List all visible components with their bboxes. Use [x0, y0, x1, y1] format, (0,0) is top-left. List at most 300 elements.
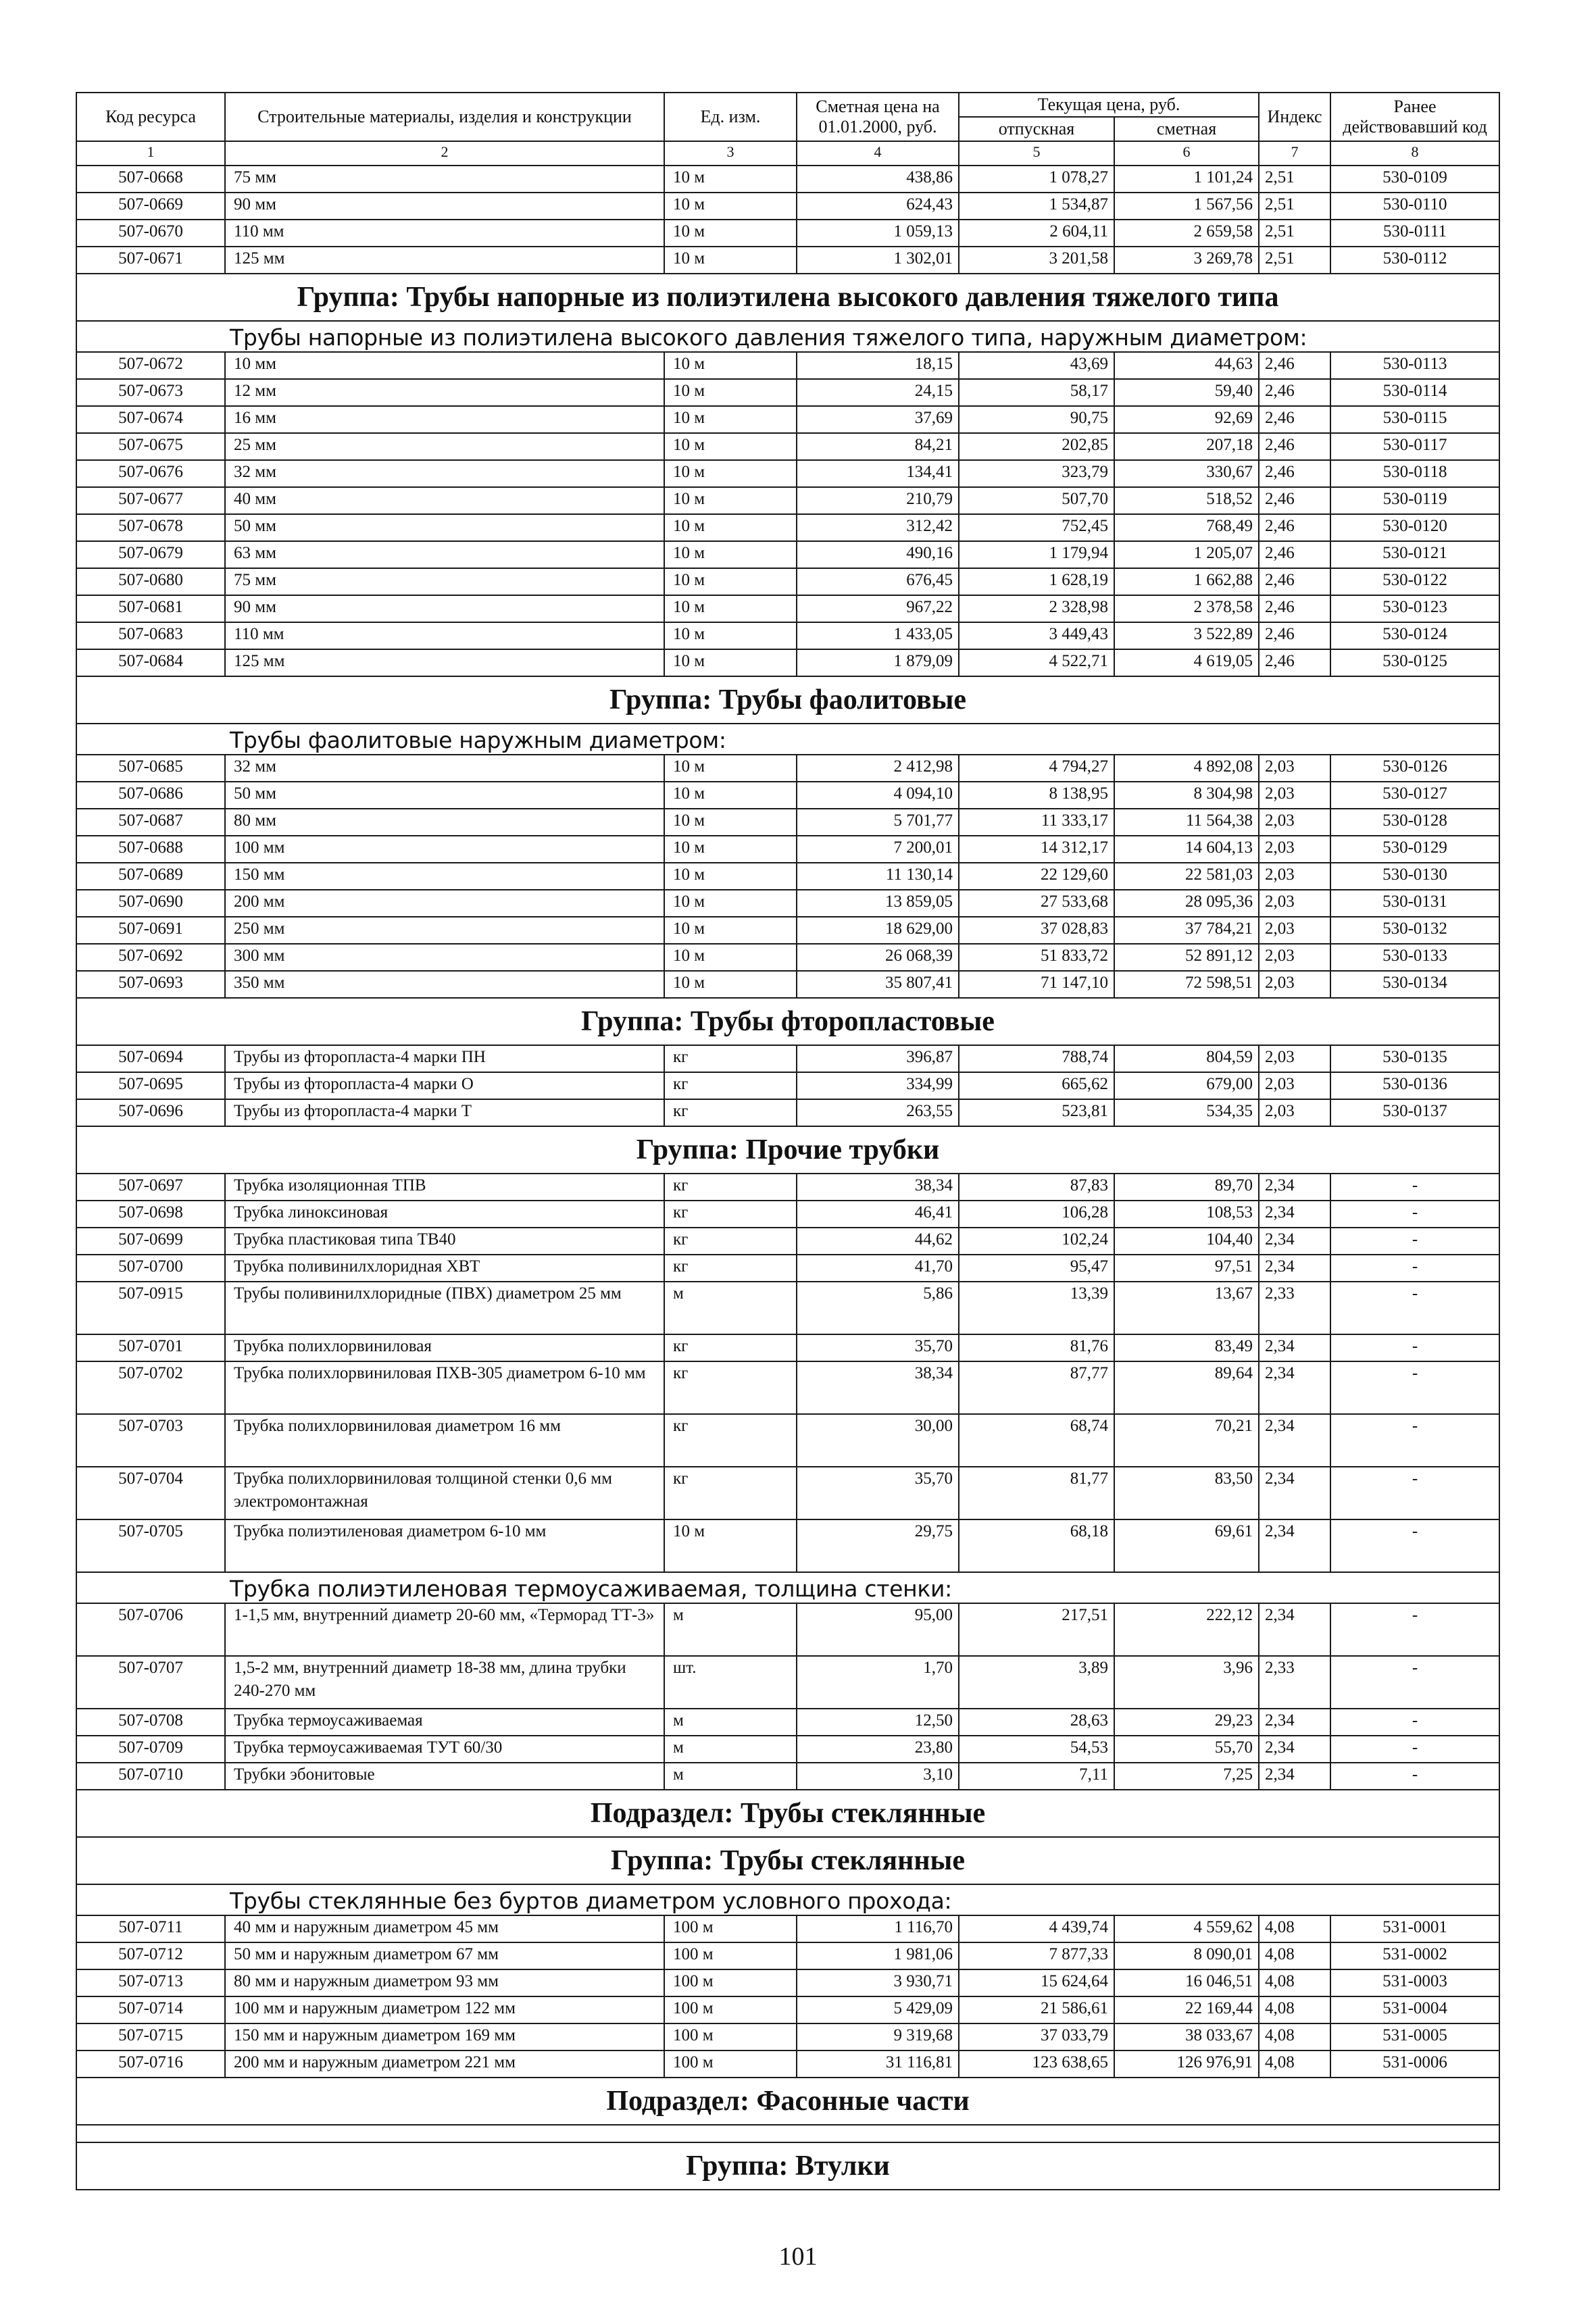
unit: 10 м [664, 863, 797, 890]
estimate-price: 18 629,00 [797, 917, 959, 944]
price-index: 2,03 [1259, 809, 1330, 836]
current-estimate-price: 1 101,24 [1114, 166, 1259, 193]
material-name: Трубка термоусаживаемая [225, 1709, 664, 1736]
material-name: 32 мм [225, 460, 664, 487]
column-number: 5 [959, 141, 1114, 166]
material-name: Трубки эбонитовые [225, 1763, 664, 1790]
current-estimate-price: 44,63 [1114, 352, 1259, 379]
estimate-price: 41,70 [797, 1255, 959, 1282]
price-index: 2,34 [1259, 1603, 1330, 1656]
column-number-row [76, 141, 1499, 166]
price-index: 2,03 [1259, 944, 1330, 971]
unit: 10 м [664, 460, 797, 487]
previous-code: 530-0122 [1330, 568, 1499, 595]
material-name: Трубка линоксиновая [225, 1201, 664, 1228]
current-estimate-price: 222,12 [1114, 1603, 1259, 1656]
previous-code: 530-0130 [1330, 863, 1499, 890]
estimate-price: 967,22 [797, 595, 959, 622]
unit: 100 м [664, 1996, 797, 2023]
price-index: 2,46 [1259, 514, 1330, 541]
resource-code: 507-0686 [76, 782, 225, 809]
document-page [76, 92, 1499, 2190]
material-name: 125 мм [225, 649, 664, 676]
table-row [76, 755, 1499, 782]
current-estimate-price: 3 522,89 [1114, 622, 1259, 649]
previous-code: 530-0124 [1330, 622, 1499, 649]
estimate-price: 18,15 [797, 352, 959, 379]
unit: 10 м [664, 514, 797, 541]
resource-code: 507-0692 [76, 944, 225, 971]
estimate-price: 1 433,05 [797, 622, 959, 649]
price-index: 2,46 [1259, 352, 1330, 379]
resource-code: 507-0713 [76, 1969, 225, 1996]
material-name: 250 мм [225, 917, 664, 944]
current-estimate-price: 70,21 [1114, 1414, 1259, 1467]
sale-price: 2 328,98 [959, 595, 1114, 622]
price-index: 2,51 [1259, 166, 1330, 193]
current-estimate-price: 13,67 [1114, 1282, 1259, 1334]
table-row [76, 1969, 1499, 1996]
sale-price: 217,51 [959, 1603, 1114, 1656]
table-row [76, 2051, 1499, 2078]
previous-code: 530-0112 [1330, 247, 1499, 274]
unit: 10 м [664, 1519, 797, 1572]
subgroup-heading-row [76, 321, 1499, 352]
resource-code: 507-0696 [76, 1099, 225, 1126]
sale-price: 102,24 [959, 1228, 1114, 1255]
material-name: 100 мм [225, 836, 664, 863]
price-index: 2,03 [1259, 1072, 1330, 1099]
estimate-price: 23,80 [797, 1736, 959, 1763]
column-number: 8 [1330, 141, 1499, 166]
current-estimate-price: 37 784,21 [1114, 917, 1259, 944]
estimate-price: 5 429,09 [797, 1996, 959, 2023]
current-estimate-price: 1 205,07 [1114, 541, 1259, 568]
material-name: 50 мм [225, 514, 664, 541]
price-index: 2,03 [1259, 971, 1330, 998]
sale-price: 3,89 [959, 1656, 1114, 1709]
previous-code: 530-0110 [1330, 193, 1499, 220]
sale-price: 27 533,68 [959, 890, 1114, 917]
resource-code: 507-0706 [76, 1603, 225, 1656]
estimate-price: 3 930,71 [797, 1969, 959, 1996]
material-name: 32 мм [225, 755, 664, 782]
group-heading: Группа: Втулки [76, 2142, 1499, 2190]
sale-price: 68,74 [959, 1414, 1114, 1467]
material-name: 125 мм [225, 247, 664, 274]
material-name: 350 мм [225, 971, 664, 998]
sale-price: 81,76 [959, 1334, 1114, 1361]
resource-code: 507-0687 [76, 809, 225, 836]
unit: 10 м [664, 247, 797, 274]
current-estimate-price: 8 304,98 [1114, 782, 1259, 809]
table-row [76, 1763, 1499, 1790]
header-current-sale: отпускная [959, 117, 1114, 141]
group-heading-row [76, 2078, 1499, 2125]
current-estimate-price: 679,00 [1114, 1072, 1259, 1099]
resource-code: 507-0683 [76, 622, 225, 649]
estimate-price: 29,75 [797, 1519, 959, 1572]
material-name: Трубы из фторопласта-4 марки ПН [225, 1045, 664, 1072]
resource-code: 507-0714 [76, 1996, 225, 2023]
material-name: Трубы поливинилхлоридные (ПВХ) диаметром 25 мм [225, 1282, 664, 1334]
material-name: 300 мм [225, 944, 664, 971]
group-heading: Группа: Трубы напорные из полиэтилена высокого давления тяжелого типа [76, 274, 1499, 321]
sale-price: 1 534,87 [959, 193, 1114, 220]
estimate-price: 9 319,68 [797, 2023, 959, 2051]
unit: м [664, 1763, 797, 1790]
resource-code: 507-0672 [76, 352, 225, 379]
previous-code: - [1330, 1255, 1499, 1282]
table-row [76, 514, 1499, 541]
estimate-price: 35 807,41 [797, 971, 959, 998]
unit: кг [664, 1414, 797, 1467]
sale-price: 81,77 [959, 1467, 1114, 1519]
previous-code: - [1330, 1467, 1499, 1519]
subgroup-heading: Трубка полиэтиленовая термоусаживаемая, толщина стенки: [76, 1572, 1499, 1603]
current-estimate-price: 52 891,12 [1114, 944, 1259, 971]
estimate-price: 24,15 [797, 379, 959, 406]
estimate-price: 676,45 [797, 568, 959, 595]
sale-price: 752,45 [959, 514, 1114, 541]
table-row [76, 1282, 1499, 1334]
estimate-price: 1 879,09 [797, 649, 959, 676]
table-row [76, 1201, 1499, 1228]
sale-price: 1 628,19 [959, 568, 1114, 595]
sale-price: 323,79 [959, 460, 1114, 487]
unit: 10 м [664, 433, 797, 460]
previous-code: 530-0127 [1330, 782, 1499, 809]
unit: кг [664, 1099, 797, 1126]
sale-price: 507,70 [959, 487, 1114, 514]
unit: 10 м [664, 622, 797, 649]
price-index: 2,34 [1259, 1736, 1330, 1763]
material-name: Трубы из фторопласта-4 марки О [225, 1072, 664, 1099]
current-estimate-price: 83,49 [1114, 1334, 1259, 1361]
previous-code: - [1330, 1709, 1499, 1736]
sale-price: 788,74 [959, 1045, 1114, 1072]
group-heading: Группа: Трубы стеклянные [76, 1837, 1499, 1884]
sale-price: 4 522,71 [959, 649, 1114, 676]
unit: 10 м [664, 836, 797, 863]
sale-price: 8 138,95 [959, 782, 1114, 809]
current-estimate-price: 92,69 [1114, 406, 1259, 433]
price-index: 2,34 [1259, 1334, 1330, 1361]
resource-code: 507-0673 [76, 379, 225, 406]
sale-price: 68,18 [959, 1519, 1114, 1572]
header-previous-code: Ранее действовавший код [1330, 93, 1499, 141]
sale-price: 3 449,43 [959, 622, 1114, 649]
price-index: 2,34 [1259, 1763, 1330, 1790]
estimate-price: 210,79 [797, 487, 959, 514]
table-row [76, 541, 1499, 568]
sale-price: 13,39 [959, 1282, 1114, 1334]
material-name: 50 мм и наружным диаметром 67 мм [225, 1942, 664, 1969]
estimate-price: 5,86 [797, 1282, 959, 1334]
previous-code: 531-0004 [1330, 1996, 1499, 2023]
resource-code: 507-0708 [76, 1709, 225, 1736]
current-estimate-price: 2 659,58 [1114, 220, 1259, 247]
material-name: Трубка полихлорвиниловая ПХВ-305 диаметром 6-10 мм [225, 1361, 664, 1414]
price-index: 2,03 [1259, 755, 1330, 782]
table-row [76, 971, 1499, 998]
sale-price: 7,11 [959, 1763, 1114, 1790]
group-heading-row [76, 1126, 1499, 1174]
resource-code: 507-0702 [76, 1361, 225, 1414]
material-name: 110 мм [225, 622, 664, 649]
table-row [76, 863, 1499, 890]
unit: 10 м [664, 971, 797, 998]
previous-code: - [1330, 1603, 1499, 1656]
sale-price: 58,17 [959, 379, 1114, 406]
unit: 10 м [664, 352, 797, 379]
sale-price: 51 833,72 [959, 944, 1114, 971]
table-row [76, 1361, 1499, 1414]
table-row [76, 1334, 1499, 1361]
table-row [76, 247, 1499, 274]
resource-code: 507-0680 [76, 568, 225, 595]
unit: 10 м [664, 755, 797, 782]
column-number: 3 [664, 141, 797, 166]
current-estimate-price: 4 619,05 [1114, 649, 1259, 676]
table-row [76, 406, 1499, 433]
table-body [76, 166, 1499, 2190]
previous-code: 530-0111 [1330, 220, 1499, 247]
price-index: 2,03 [1259, 836, 1330, 863]
estimate-price: 1,70 [797, 1656, 959, 1709]
sale-price: 11 333,17 [959, 809, 1114, 836]
sale-price: 4 439,74 [959, 1915, 1114, 1942]
estimate-price: 624,43 [797, 193, 959, 220]
table-header [76, 93, 1499, 166]
previous-code: 530-0129 [1330, 836, 1499, 863]
table-row [76, 944, 1499, 971]
unit: 10 м [664, 220, 797, 247]
previous-code: 531-0001 [1330, 1915, 1499, 1942]
column-number: 4 [797, 141, 959, 166]
resource-code: 507-0699 [76, 1228, 225, 1255]
unit: кг [664, 1255, 797, 1282]
table-row [76, 166, 1499, 193]
price-index: 2,34 [1259, 1467, 1330, 1519]
material-name: Трубка полихлорвиниловая толщиной стенки 0,6 мм электромонтажная [225, 1467, 664, 1519]
price-index: 2,34 [1259, 1174, 1330, 1201]
estimate-price: 46,41 [797, 1201, 959, 1228]
resource-code: 507-0700 [76, 1255, 225, 1282]
previous-code: - [1330, 1334, 1499, 1361]
resource-code: 507-0668 [76, 166, 225, 193]
spacer-cell [76, 2125, 1499, 2142]
unit: 10 м [664, 890, 797, 917]
current-estimate-price: 89,64 [1114, 1361, 1259, 1414]
sale-price: 71 147,10 [959, 971, 1114, 998]
sale-price: 123 638,65 [959, 2051, 1114, 2078]
price-index: 2,34 [1259, 1228, 1330, 1255]
sale-price: 37 028,83 [959, 917, 1114, 944]
material-name: 200 мм и наружным диаметром 221 мм [225, 2051, 664, 2078]
price-index: 2,34 [1259, 1255, 1330, 1282]
current-estimate-price: 108,53 [1114, 1201, 1259, 1228]
resource-code: 507-0703 [76, 1414, 225, 1467]
group-heading-row [76, 998, 1499, 1045]
group-heading-row [76, 1837, 1499, 1884]
price-index: 2,03 [1259, 782, 1330, 809]
price-index: 2,34 [1259, 1361, 1330, 1414]
material-name: 40 мм [225, 487, 664, 514]
material-name: 75 мм [225, 166, 664, 193]
price-index: 2,51 [1259, 220, 1330, 247]
resource-code: 507-0685 [76, 755, 225, 782]
sale-price: 87,83 [959, 1174, 1114, 1201]
group-heading-row [76, 676, 1499, 724]
group-heading: Подраздел: Фасонные части [76, 2078, 1499, 2125]
sale-price: 7 877,33 [959, 1942, 1114, 1969]
previous-code: - [1330, 1174, 1499, 1201]
unit: кг [664, 1045, 797, 1072]
resource-code: 507-0689 [76, 863, 225, 890]
current-estimate-price: 97,51 [1114, 1255, 1259, 1282]
price-index: 2,46 [1259, 487, 1330, 514]
estimate-price: 37,69 [797, 406, 959, 433]
previous-code: - [1330, 1282, 1499, 1334]
material-name: 75 мм [225, 568, 664, 595]
estimate-price: 312,42 [797, 514, 959, 541]
resource-code: 507-0711 [76, 1915, 225, 1942]
unit: 10 м [664, 917, 797, 944]
previous-code: 530-0128 [1330, 809, 1499, 836]
table-row [76, 1072, 1499, 1099]
table-row [76, 433, 1499, 460]
table-row [76, 460, 1499, 487]
estimate-price: 95,00 [797, 1603, 959, 1656]
current-estimate-price: 14 604,13 [1114, 836, 1259, 863]
resource-code: 507-0671 [76, 247, 225, 274]
previous-code: 530-0125 [1330, 649, 1499, 676]
material-name: Трубы из фторопласта-4 марки Т [225, 1099, 664, 1126]
sale-price: 15 624,64 [959, 1969, 1114, 1996]
estimate-price: 3,10 [797, 1763, 959, 1790]
price-index: 4,08 [1259, 1915, 1330, 1942]
material-name: 25 мм [225, 433, 664, 460]
header-estimate-price: Сметная цена на 01.01.2000, руб. [797, 93, 959, 141]
price-index: 2,46 [1259, 406, 1330, 433]
estimate-price: 490,16 [797, 541, 959, 568]
current-estimate-price: 4 559,62 [1114, 1915, 1259, 1942]
current-estimate-price: 83,50 [1114, 1467, 1259, 1519]
material-name: Трубка изоляционная ТПВ [225, 1174, 664, 1201]
unit: 100 м [664, 1915, 797, 1942]
material-name: Трубка полихлорвиниловая диаметром 16 мм [225, 1414, 664, 1467]
current-estimate-price: 69,61 [1114, 1519, 1259, 1572]
unit: 100 м [664, 2023, 797, 2051]
estimate-price: 30,00 [797, 1414, 959, 1467]
sale-price: 87,77 [959, 1361, 1114, 1414]
resource-code: 507-0705 [76, 1519, 225, 1572]
resource-code: 507-0704 [76, 1467, 225, 1519]
estimate-price: 4 094,10 [797, 782, 959, 809]
unit: кг [664, 1072, 797, 1099]
group-heading-row [76, 274, 1499, 321]
group-heading-row [76, 2142, 1499, 2190]
price-index: 4,08 [1259, 1942, 1330, 1969]
resource-code: 507-0676 [76, 460, 225, 487]
resource-code: 507-0670 [76, 220, 225, 247]
price-index: 2,46 [1259, 622, 1330, 649]
table-row [76, 1942, 1499, 1969]
current-estimate-price: 22 581,03 [1114, 863, 1259, 890]
unit: кг [664, 1467, 797, 1519]
previous-code: 530-0121 [1330, 541, 1499, 568]
resource-code: 507-0679 [76, 541, 225, 568]
current-estimate-price: 3,96 [1114, 1656, 1259, 1709]
table-row [76, 1709, 1499, 1736]
estimate-price: 38,34 [797, 1174, 959, 1201]
estimate-price: 35,70 [797, 1334, 959, 1361]
group-heading: Группа: Трубы фаолитовые [76, 676, 1499, 724]
table-row [76, 1174, 1499, 1201]
price-index: 2,46 [1259, 460, 1330, 487]
resource-code: 507-0915 [76, 1282, 225, 1334]
resource-code: 507-0697 [76, 1174, 225, 1201]
table-row [76, 649, 1499, 676]
table-row [76, 1414, 1499, 1467]
sale-price: 2 604,11 [959, 220, 1114, 247]
previous-code: 530-0117 [1330, 433, 1499, 460]
sale-price: 43,69 [959, 352, 1114, 379]
material-name: 80 мм [225, 809, 664, 836]
resource-code: 507-0690 [76, 890, 225, 917]
table-row [76, 1228, 1499, 1255]
estimate-price: 26 068,39 [797, 944, 959, 971]
spacer-row [76, 2125, 1499, 2142]
resource-code: 507-0675 [76, 433, 225, 460]
resource-code: 507-0707 [76, 1656, 225, 1709]
previous-code: 530-0135 [1330, 1045, 1499, 1072]
resource-code: 507-0710 [76, 1763, 225, 1790]
column-number: 2 [225, 141, 664, 166]
previous-code: 530-0133 [1330, 944, 1499, 971]
unit: 10 м [664, 487, 797, 514]
unit: кг [664, 1228, 797, 1255]
sale-price: 4 794,27 [959, 755, 1114, 782]
current-estimate-price: 55,70 [1114, 1736, 1259, 1763]
unit: 10 м [664, 782, 797, 809]
material-name: 1-1,5 мм, внутренний диаметр 20-60 мм, «Терморад ТТ-3» [225, 1603, 664, 1656]
sale-price: 3 201,58 [959, 247, 1114, 274]
estimate-price: 7 200,01 [797, 836, 959, 863]
current-estimate-price: 4 892,08 [1114, 755, 1259, 782]
resource-code: 507-0694 [76, 1045, 225, 1072]
sale-price: 665,62 [959, 1072, 1114, 1099]
material-name: 16 мм [225, 406, 664, 433]
price-index: 2,46 [1259, 379, 1330, 406]
table-row [76, 836, 1499, 863]
price-index: 2,34 [1259, 1201, 1330, 1228]
previous-code: 531-0006 [1330, 2051, 1499, 2078]
header-current-estimate: сметная [1114, 117, 1259, 141]
sale-price: 90,75 [959, 406, 1114, 433]
material-name: Трубка пластиковая типа ТВ40 [225, 1228, 664, 1255]
sale-price: 54,53 [959, 1736, 1114, 1763]
resource-code: 507-0669 [76, 193, 225, 220]
table-row [76, 809, 1499, 836]
estimate-price: 438,86 [797, 166, 959, 193]
unit: кг [664, 1334, 797, 1361]
subgroup-heading-row [76, 1572, 1499, 1603]
material-name: 12 мм [225, 379, 664, 406]
previous-code: 531-0005 [1330, 2023, 1499, 2051]
current-estimate-price: 126 976,91 [1114, 2051, 1259, 2078]
